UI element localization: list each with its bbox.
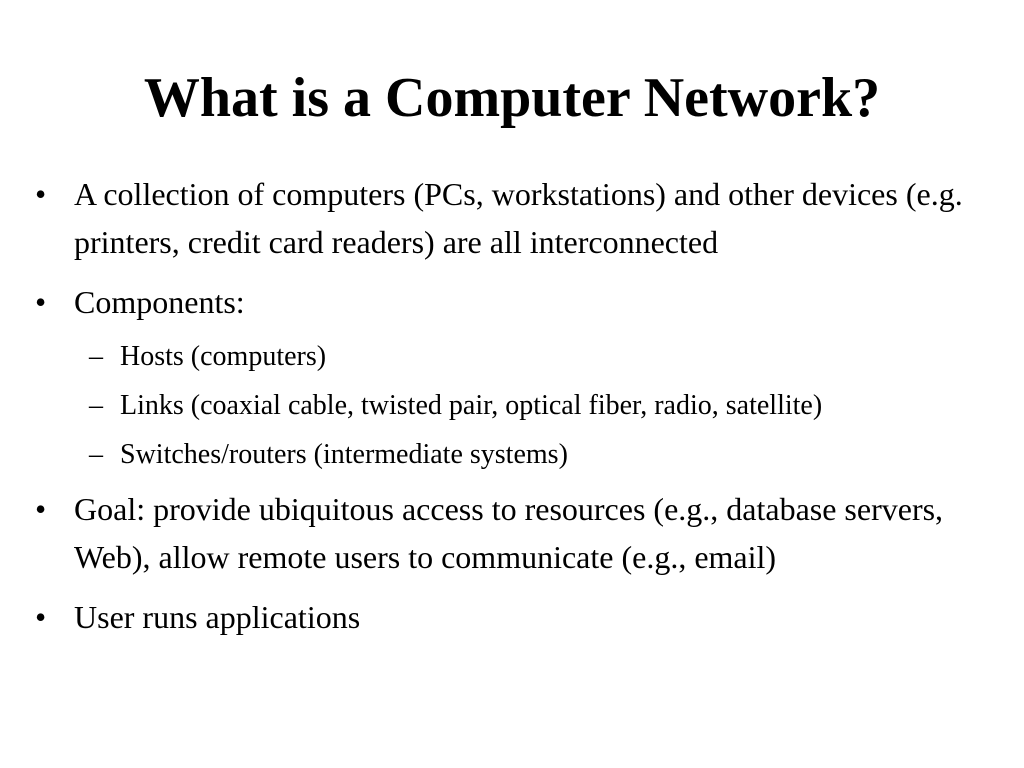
slide-title: What is a Computer Network? bbox=[143, 67, 881, 129]
bullet-item-definition bbox=[0, 170, 1024, 266]
sub-bullet-item-links bbox=[0, 387, 984, 424]
sub-bullet-text: Links (coaxial cable, twisted pair, optical fiber, radio, satellite) bbox=[120, 390, 823, 421]
bullet-text: Goal: provide ubiquitous access to resources (e.g., database servers, Web), allow remote users to communicate (e.g., email) bbox=[74, 491, 944, 575]
bullet-text: User runs applications bbox=[74, 599, 361, 635]
bullet-marker-icon: • bbox=[35, 176, 47, 212]
bullet-text: Components: bbox=[74, 284, 245, 320]
bullet-item-components bbox=[0, 278, 1024, 473]
sub-bullet-text: Switches/routers (intermediate systems) bbox=[120, 439, 568, 470]
bullet-item-applications bbox=[0, 593, 1024, 641]
dash-marker-icon: – bbox=[89, 341, 103, 372]
bullet-list bbox=[0, 170, 1024, 653]
bullet-marker-icon: • bbox=[35, 599, 47, 635]
sub-bullet-group bbox=[74, 338, 984, 473]
sub-bullet-text: Hosts (computers) bbox=[120, 341, 327, 372]
bullet-item-goal bbox=[0, 485, 1024, 581]
sub-bullet-list bbox=[74, 338, 984, 473]
bullet-marker-icon: • bbox=[35, 491, 47, 527]
bullet-text: A collection of computers (PCs, workstations) and other devices (e.g. printers, credit card readers) are all interconnected bbox=[74, 176, 963, 260]
dash-marker-icon: – bbox=[89, 439, 103, 470]
sub-bullet-item-hosts bbox=[0, 338, 984, 375]
dash-marker-icon: – bbox=[89, 390, 103, 421]
sub-bullet-item-switches bbox=[0, 436, 984, 473]
bullet-marker-icon: • bbox=[35, 284, 47, 320]
